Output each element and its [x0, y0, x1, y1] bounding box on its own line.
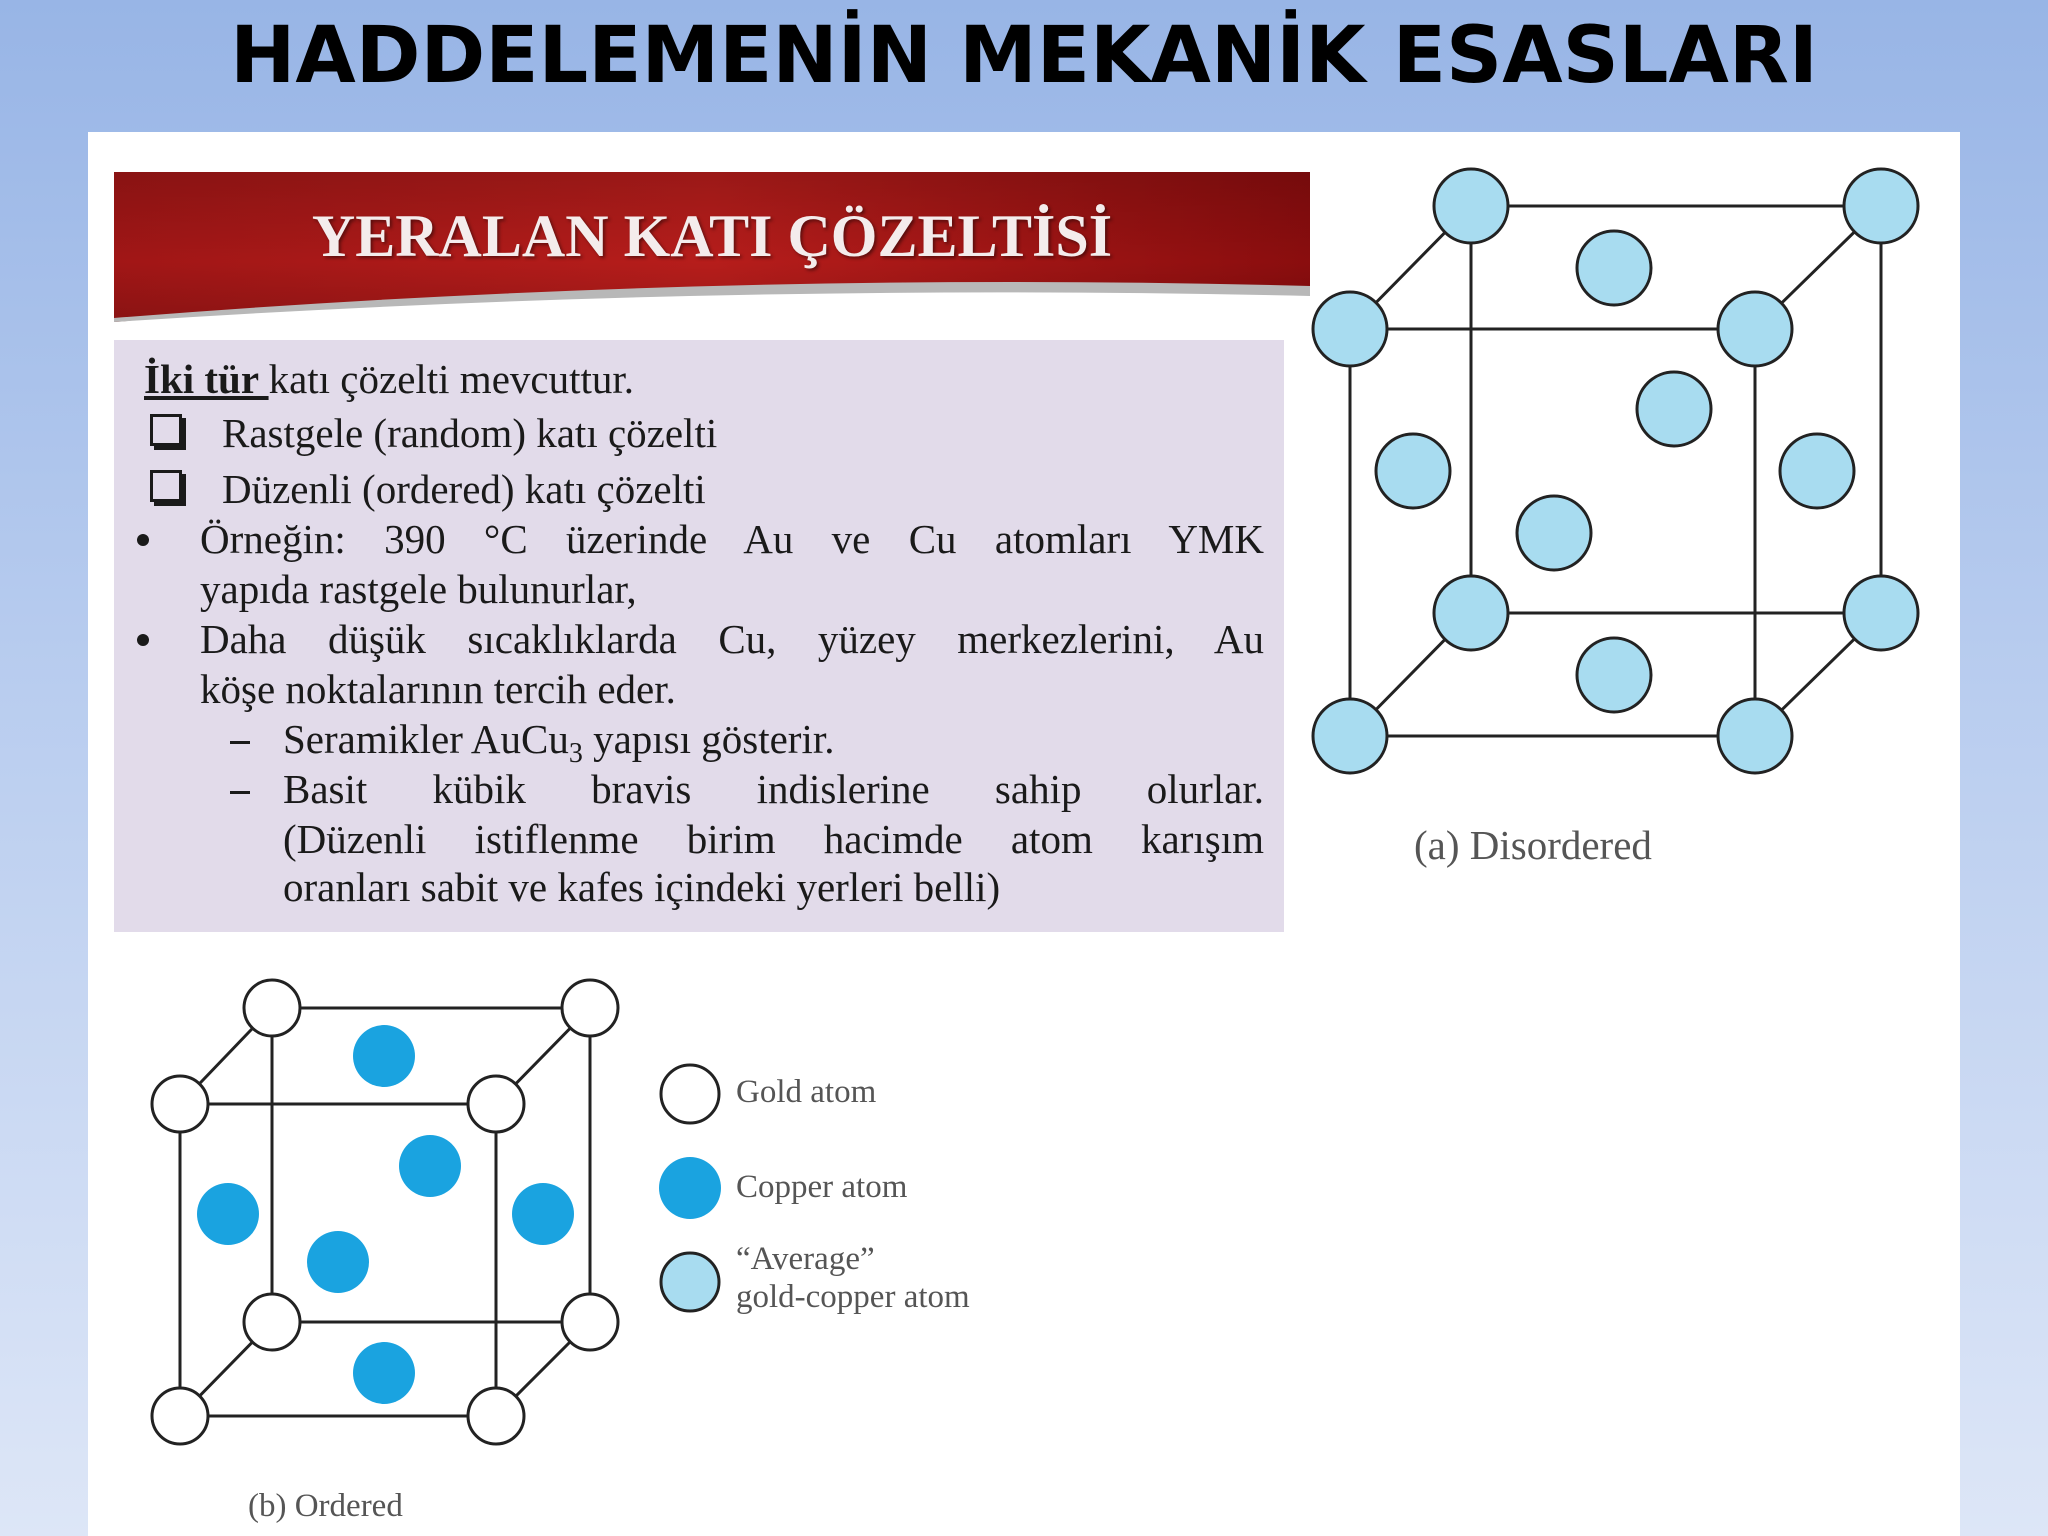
copper-atom [307, 1231, 369, 1293]
gold-atom [244, 980, 300, 1036]
sub2-line3: oranları sabit ve kafes içindeki yerleri belli) [283, 864, 1001, 910]
sub-item-ceramics [283, 714, 835, 770]
atom-average [1577, 231, 1651, 305]
copper-atom [353, 1342, 415, 1404]
bullet2-line1: Daha düşük sıcaklıklarda Cu, yüzey merkezlerini, Au [200, 616, 1264, 662]
legend-average-label-2: gold-copper atom [736, 1279, 970, 1315]
legend-copper-label: Copper atom [736, 1169, 908, 1205]
intro-strong: İki tür [144, 356, 269, 402]
atom-average [1313, 292, 1387, 366]
atom-average [1844, 576, 1918, 650]
bullet2-line2: köşe noktalarının tercih eder. [200, 666, 676, 712]
bullet-icon [137, 534, 149, 546]
atom-average [1637, 372, 1711, 446]
atom-average [1718, 699, 1792, 773]
dash-icon [230, 741, 250, 744]
gold-atom-legend-icon [661, 1065, 719, 1123]
copper-atom [399, 1135, 461, 1197]
sub1-subscript: 3 [568, 738, 583, 770]
copper-atom [353, 1025, 415, 1087]
gold-atom [244, 1294, 300, 1350]
gold-atom [562, 1294, 618, 1350]
bullet1-line1: Örneğin: 390 °C üzerinde Au ve Cu atomları YMK [200, 516, 1264, 562]
average-atom-legend-icon [661, 1253, 719, 1311]
copper-atom [197, 1183, 259, 1245]
check-item-random: Rastgele (random) katı çözelti [222, 410, 718, 456]
atom-average [1313, 699, 1387, 773]
copper-atom [512, 1183, 574, 1245]
intro-line [144, 354, 634, 404]
atom-average [1434, 576, 1508, 650]
atom-average [1577, 638, 1651, 712]
gold-atom [562, 980, 618, 1036]
copper-atom-legend-icon [659, 1157, 721, 1219]
atom-average [1376, 434, 1450, 508]
bullet1-line2: yapıda rastgele bulunurlar, [200, 566, 637, 612]
checkbox-icon [150, 414, 182, 446]
slide-title: HADDELEMENİN MEKANİK ESASLARI [230, 11, 1818, 101]
gold-atom [152, 1076, 208, 1132]
atom-average [1434, 169, 1508, 243]
gold-atom [468, 1388, 524, 1444]
atom-average [1780, 434, 1854, 508]
legend-gold-label: Gold atom [736, 1074, 877, 1110]
sub2-line2: (Düzenli istiflenme birim hacimde atom karışım [283, 816, 1264, 862]
gold-atom [152, 1388, 208, 1444]
sub1-pre: Seramikler AuCu [283, 716, 569, 762]
ordered-lattice-diagram [140, 970, 630, 1450]
caption-ordered: (b) Ordered [248, 1488, 403, 1524]
section-banner [114, 172, 1310, 322]
intro-rest: katı çözelti mevcuttur. [268, 356, 635, 402]
bullet-icon [137, 634, 149, 646]
sub1-post: yapısı gösterir. [582, 716, 835, 762]
caption-disordered: (a) Disordered [1414, 822, 1652, 868]
disordered-lattice-diagram [1300, 160, 1940, 790]
banner-title: YERALAN KATI ÇÖZELTİSİ [311, 203, 1113, 269]
atom-average [1718, 292, 1792, 366]
legend-markers [656, 1062, 736, 1322]
legend-average-label-1: “Average” [736, 1241, 875, 1277]
atom-average [1844, 169, 1918, 243]
checkbox-icon [150, 470, 182, 502]
atom-average [1517, 496, 1591, 570]
check-item-ordered: Düzenli (ordered) katı çözelti [222, 466, 706, 512]
dash-icon [230, 791, 250, 794]
sub2-line1: Basit kübik bravis indislerine sahip olurlar. [283, 766, 1264, 812]
gold-atom [468, 1076, 524, 1132]
